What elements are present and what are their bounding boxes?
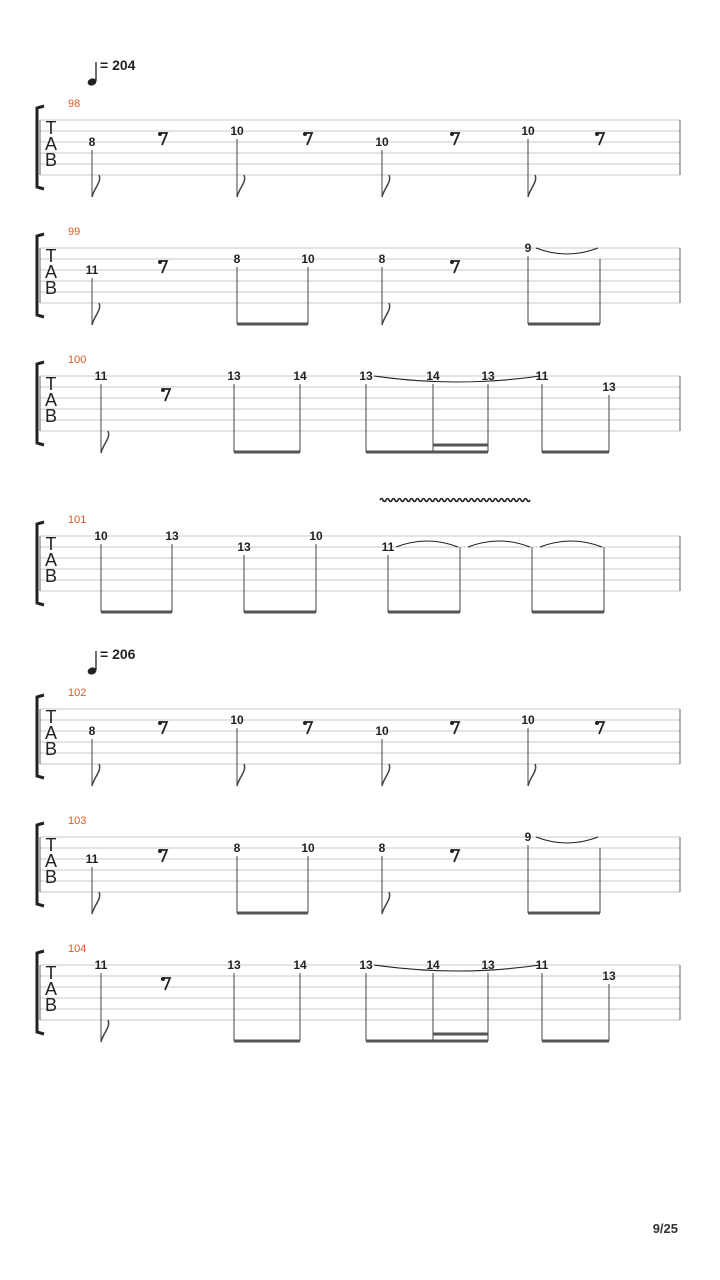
measure-number: 99: [68, 226, 81, 238]
fret-number: 11: [94, 369, 108, 383]
fret-number: 13: [481, 958, 495, 972]
fret-number: 8: [233, 841, 241, 855]
note-flag: [92, 303, 100, 325]
note-flag: [382, 764, 390, 786]
tab-clef-letter: T: [45, 374, 57, 394]
note-flag: [237, 175, 245, 197]
tab-clef-letter: A: [44, 723, 58, 743]
fret-number: 10: [309, 529, 323, 543]
tab-clef-letter: T: [45, 963, 57, 983]
note-flag: [528, 764, 536, 786]
tab-clef-letter: T: [45, 534, 57, 554]
fret-number: 11: [85, 263, 99, 277]
fret-number: 8: [88, 135, 96, 149]
measure-number: 100: [68, 354, 87, 366]
tab-clef-letter: B: [44, 995, 58, 1015]
slur-tie: [540, 541, 602, 547]
tab-clef-letter: B: [44, 150, 58, 170]
system-98: [37, 57, 680, 197]
eighth-rest-dot: [161, 388, 165, 392]
tab-clef-letter: A: [44, 262, 58, 282]
note-flag: [382, 303, 390, 325]
fret-number: 14: [293, 958, 307, 972]
fret-number: 10: [301, 841, 315, 855]
measure-number: 104: [68, 943, 87, 955]
fret-number: 13: [481, 369, 495, 383]
tab-clef-letter: T: [45, 118, 57, 138]
system-104: [37, 943, 680, 1042]
fret-number: 8: [378, 252, 386, 266]
slur-tie: [374, 376, 540, 382]
fret-number: 10: [521, 713, 535, 727]
eighth-rest-dot: [450, 849, 454, 853]
tab-clef-letter: A: [44, 851, 58, 871]
note-flag: [528, 175, 536, 197]
note-flag: [101, 431, 109, 453]
tab-clef-letter: T: [45, 707, 57, 727]
fret-number: 11: [535, 958, 549, 972]
page-number: 9/25: [652, 1221, 678, 1236]
note-flag: [382, 175, 390, 197]
fret-number: 13: [227, 369, 241, 383]
fret-number: 8: [88, 724, 96, 738]
tempo-marking: = 204: [100, 57, 136, 73]
fret-number: 13: [227, 958, 241, 972]
fret-number: 11: [535, 369, 549, 383]
note-flag: [237, 764, 245, 786]
eighth-rest-dot: [595, 132, 599, 136]
tab-clef-letter: T: [45, 835, 57, 855]
fret-number: 9: [524, 830, 532, 844]
note-flag: [92, 175, 100, 197]
tab-clef-letter: A: [44, 134, 58, 154]
fret-number: 13: [602, 969, 616, 983]
fret-number: 11: [94, 958, 108, 972]
fret-number: 14: [426, 958, 440, 972]
note-flag: [92, 892, 100, 914]
fret-number: 13: [602, 380, 616, 394]
system-99: [37, 226, 680, 325]
fret-number: 8: [378, 841, 386, 855]
fret-number: 10: [94, 529, 108, 543]
slur-tie: [536, 248, 598, 254]
slur-tie: [468, 541, 530, 547]
fret-number: 14: [426, 369, 440, 383]
tab-clef-letter: B: [44, 278, 58, 298]
slur-tie: [536, 837, 598, 843]
note-flag: [101, 1020, 109, 1042]
tab-clef-letter: T: [45, 246, 57, 266]
tab-clef-letter: A: [44, 550, 58, 570]
system-100: [37, 354, 680, 453]
measure-number: 103: [68, 815, 87, 827]
slur-tie: [374, 965, 540, 971]
fret-number: 14: [293, 369, 307, 383]
fret-number: 10: [375, 135, 389, 149]
system-101: [37, 499, 680, 613]
eighth-rest-dot: [450, 260, 454, 264]
eighth-rest-dot: [595, 721, 599, 725]
tab-clef-letter: A: [44, 390, 58, 410]
note-flag: [92, 764, 100, 786]
tab-clef-letter: B: [44, 739, 58, 759]
eighth-rest-dot: [158, 132, 162, 136]
fret-number: 10: [230, 713, 244, 727]
fret-number: 9: [524, 241, 532, 255]
fret-number: 10: [375, 724, 389, 738]
fret-number: 13: [359, 369, 373, 383]
eighth-rest-dot: [158, 721, 162, 725]
slur-tie: [396, 541, 458, 547]
fret-number: 13: [165, 529, 179, 543]
eighth-rest-dot: [161, 977, 165, 981]
eighth-rest-dot: [303, 132, 307, 136]
fret-number: 10: [230, 124, 244, 138]
system-103: [37, 815, 680, 914]
eighth-rest-dot: [158, 260, 162, 264]
eighth-rest-dot: [450, 132, 454, 136]
tab-clef-letter: A: [44, 979, 58, 999]
vibrato-line: [380, 499, 530, 502]
fret-number: 10: [301, 252, 315, 266]
measure-number: 102: [68, 687, 87, 699]
tempo-marking: = 206: [100, 646, 136, 662]
eighth-rest-dot: [303, 721, 307, 725]
fret-number: 10: [521, 124, 535, 138]
system-102: [37, 646, 680, 786]
measure-number: 101: [68, 514, 87, 526]
fret-number: 13: [359, 958, 373, 972]
eighth-rest-dot: [450, 721, 454, 725]
tab-clef-letter: B: [44, 867, 58, 887]
eighth-rest-dot: [158, 849, 162, 853]
fret-number: 11: [381, 540, 395, 554]
measure-number: 98: [68, 98, 81, 110]
note-flag: [382, 892, 390, 914]
fret-number: 13: [237, 540, 251, 554]
tab-clef-letter: B: [44, 406, 58, 426]
tab-clef-letter: B: [44, 566, 58, 586]
fret-number: 11: [85, 852, 99, 866]
fret-number: 8: [233, 252, 241, 266]
